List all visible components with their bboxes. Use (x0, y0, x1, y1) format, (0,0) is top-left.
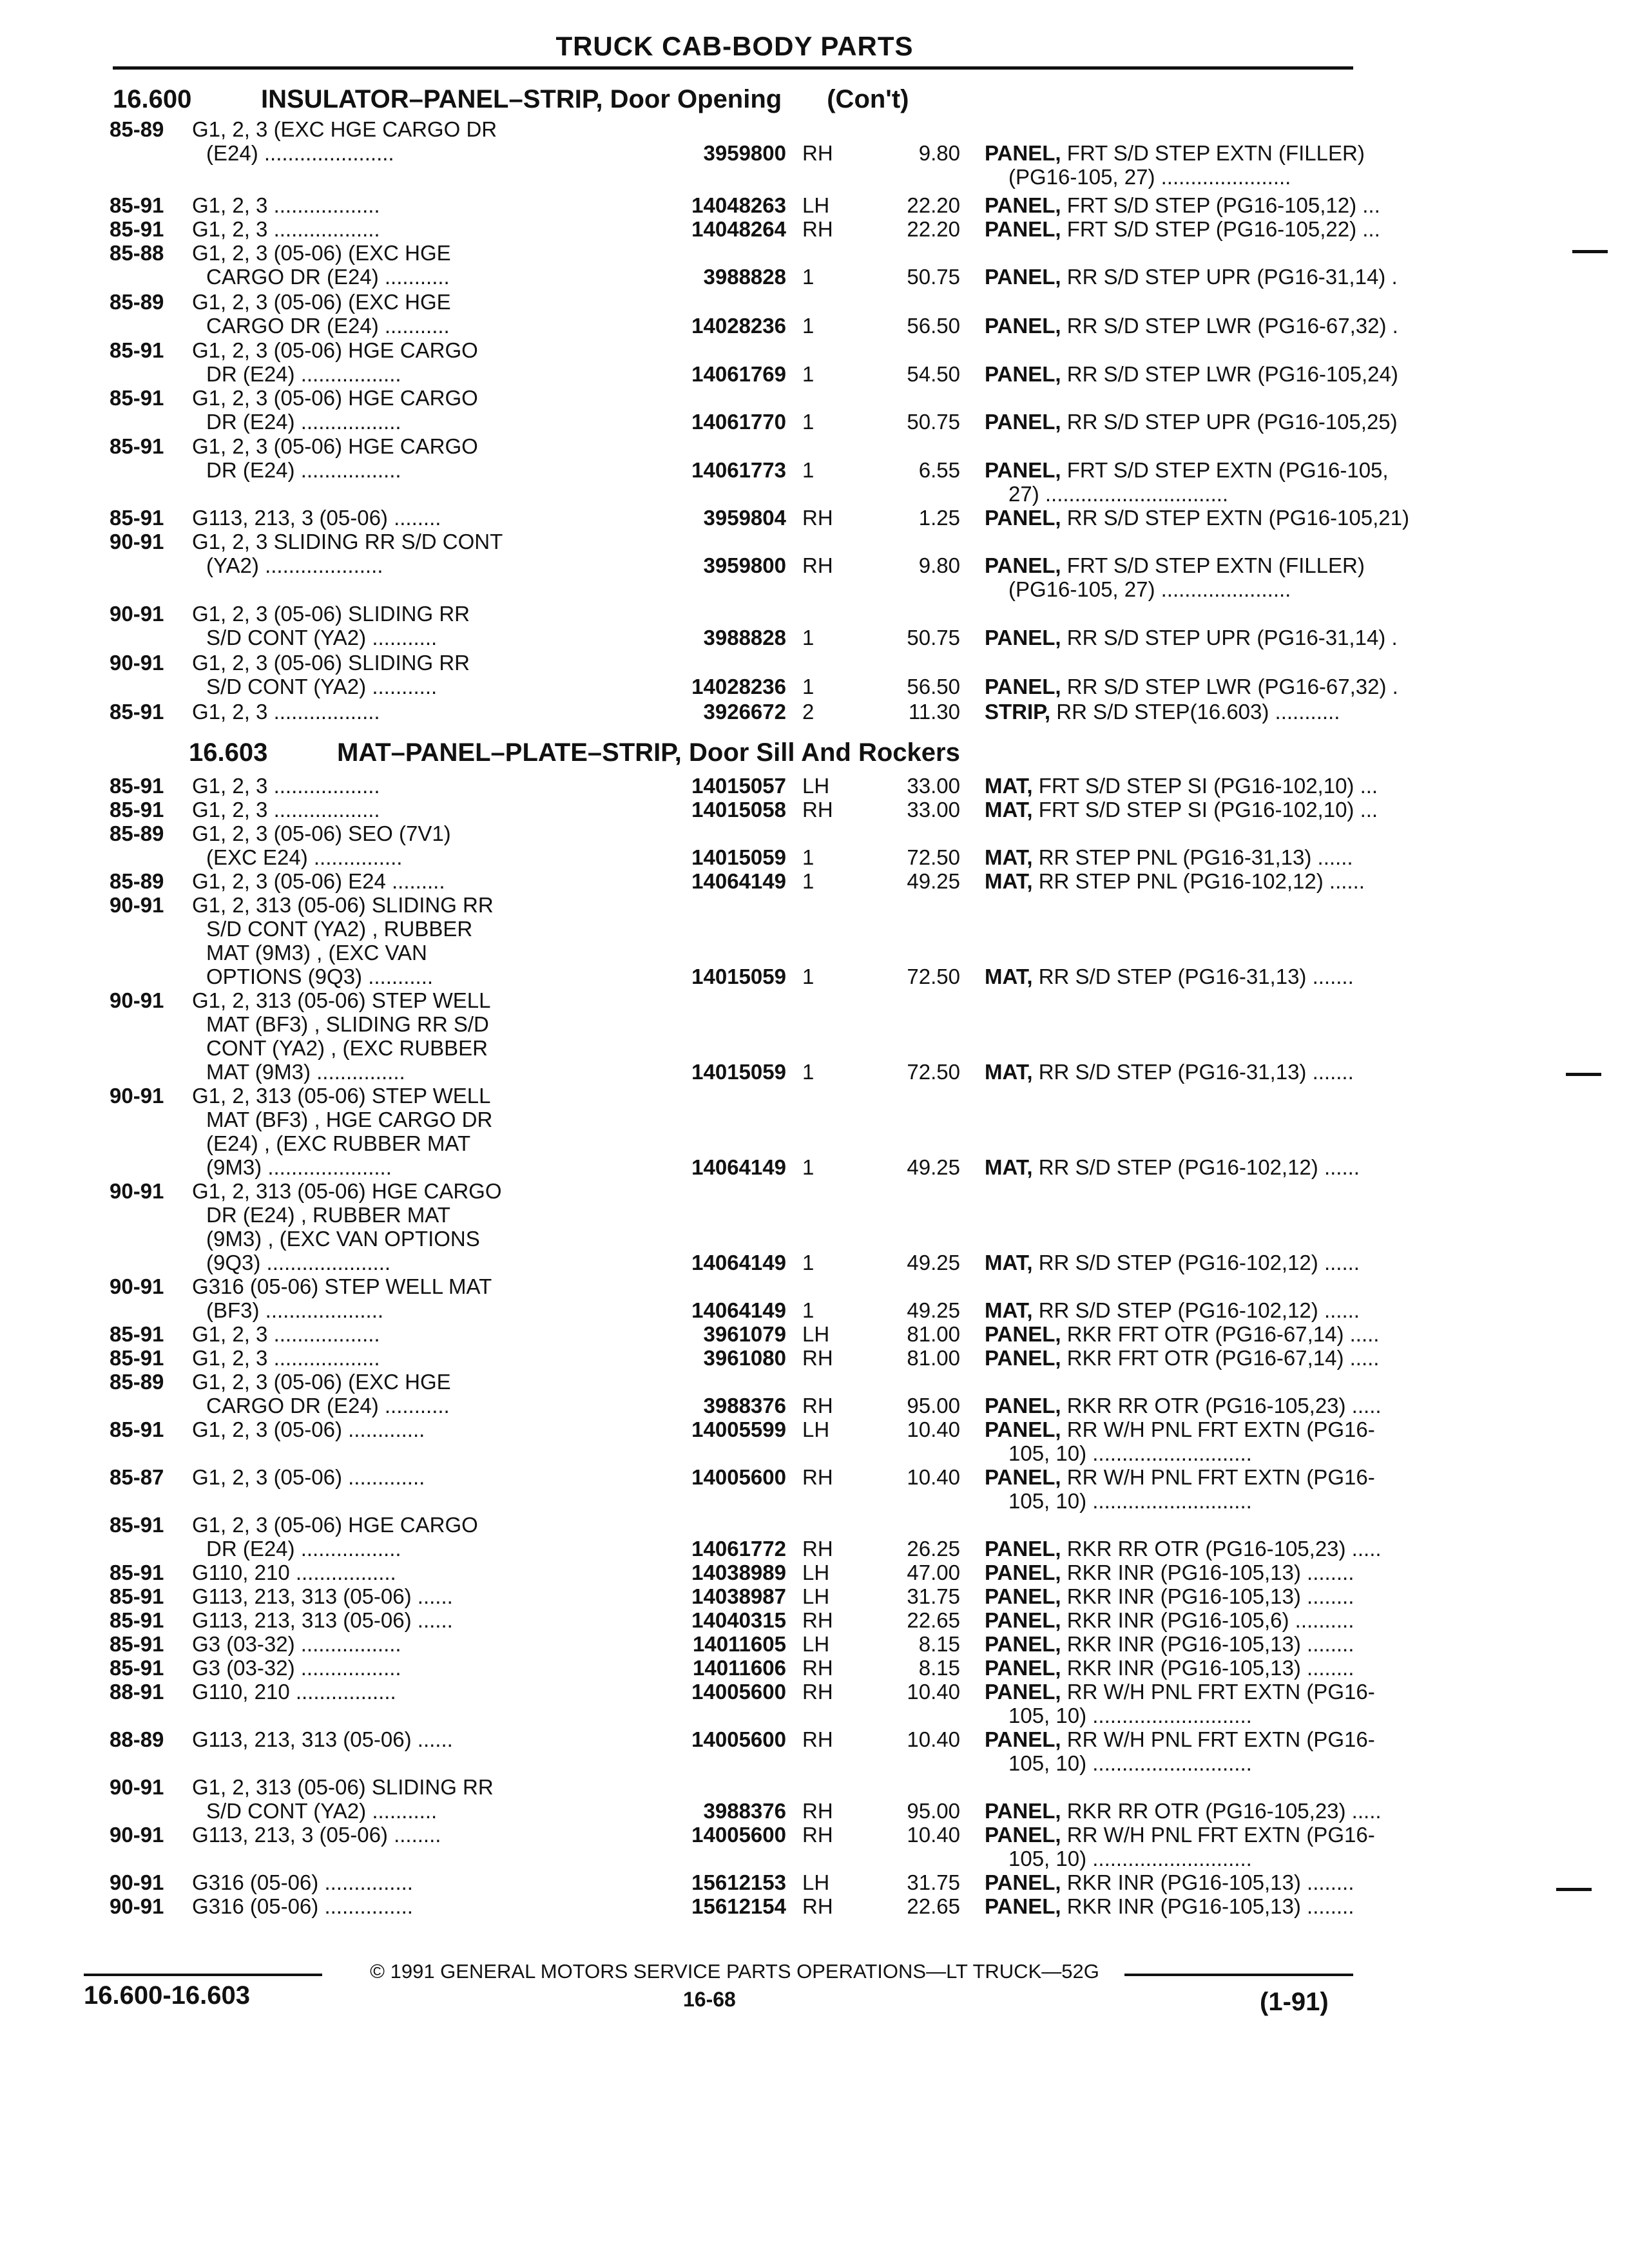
application: G3 (03-32) ................. (192, 1656, 401, 1680)
part-number: 14061770 (691, 410, 786, 434)
application: CONT (YA2) , (EXC RUBBER (206, 1036, 488, 1060)
part-number: 14061773 (691, 458, 786, 482)
application: S/D CONT (YA2) ........... (206, 675, 438, 698)
years: 85-91 (110, 1322, 164, 1346)
part-number: 14015057 (691, 774, 786, 798)
description: PANEL, RR W/H PNL FRT EXTN (PG16- (985, 1727, 1375, 1751)
years: 88-91 (110, 1680, 164, 1704)
years: 90-91 (110, 893, 164, 917)
price: 56.50 (907, 675, 960, 698)
quantity: 1 (802, 1298, 815, 1322)
page-title: TRUCK CAB-BODY PARTS (555, 31, 914, 61)
application: G1, 2, 3 .................. (192, 700, 380, 724)
price: 49.25 (907, 1298, 960, 1322)
part-number: 3961079 (703, 1322, 786, 1346)
description: PANEL, RKR INR (PG16-105,13) ........ (985, 1584, 1354, 1608)
description: PANEL, FRT S/D STEP EXTN (PG16-105, (985, 458, 1389, 482)
price: 81.00 (907, 1322, 960, 1346)
application: G316 (05-06) ............... (192, 1894, 413, 1918)
description: PANEL, RKR RR OTR (PG16-105,23) ..... (985, 1799, 1382, 1823)
application: G1, 2, 3 .................. (192, 217, 380, 241)
price: 72.50 (907, 965, 960, 988)
price: 22.20 (907, 217, 960, 241)
years: 85-91 (110, 798, 164, 822)
quantity: 1 (802, 265, 815, 289)
description: 27) ............................... (1008, 482, 1229, 506)
price: 11.30 (908, 700, 960, 724)
years: 85-91 (110, 1418, 164, 1441)
price: 49.25 (907, 1155, 960, 1179)
quantity: RH (802, 1680, 833, 1704)
application: (9M3) , (EXC VAN OPTIONS (206, 1227, 480, 1251)
footer-copyright: © 1991 GENERAL MOTORS SERVICE PARTS OPERATIONS—LT TRUCK—52G (370, 1960, 1099, 1983)
description: STRIP, RR S/D STEP(16.603) ........... (985, 700, 1340, 724)
quantity: 1 (802, 1155, 815, 1179)
application: G1, 2, 313 (05-06) SLIDING RR (192, 893, 494, 917)
description: PANEL, RKR INR (PG16-105,13) ........ (985, 1656, 1354, 1680)
quantity: RH (802, 1656, 833, 1680)
description: PANEL, RR W/H PNL FRT EXTN (PG16- (985, 1465, 1375, 1489)
description: MAT, RR S/D STEP (PG16-102,12) ...... (985, 1251, 1360, 1274)
part-number: 3926672 (703, 700, 786, 724)
application: G1, 2, 313 (05-06) SLIDING RR (192, 1775, 494, 1799)
price: 22.65 (907, 1894, 960, 1918)
quantity: RH (802, 1346, 833, 1370)
application: (9M3) ..................... (206, 1155, 392, 1179)
part-number: 3988376 (703, 1394, 786, 1418)
years: 85-91 (110, 434, 164, 458)
price: 31.75 (907, 1584, 960, 1608)
quantity: RH (802, 1823, 833, 1847)
application: G1, 2, 3 (05-06) ............. (192, 1418, 425, 1441)
description: (PG16-105, 27) ...................... (1008, 577, 1291, 601)
quantity: 1 (802, 1251, 815, 1274)
application: CARGO DR (E24) ........... (206, 265, 450, 289)
application: G1, 2, 3 (05-06) SEO (7V1) (192, 822, 451, 845)
years: 85-91 (110, 506, 164, 530)
margin-tick (1566, 1073, 1601, 1076)
price: 95.00 (907, 1799, 960, 1823)
part-number: 14038989 (691, 1561, 786, 1584)
years: 90-91 (110, 988, 164, 1012)
application: S/D CONT (YA2) , RUBBER (206, 917, 473, 941)
price: 33.00 (907, 774, 960, 798)
years: 90-91 (110, 1775, 164, 1799)
application: G1, 2, 3 .................. (192, 774, 380, 798)
years: 85-89 (110, 1370, 164, 1394)
description: PANEL, RR S/D STEP LWR (PG16-67,32) . (985, 675, 1398, 698)
quantity: 1 (802, 845, 815, 869)
quantity: RH (802, 1608, 833, 1632)
price: 50.75 (907, 626, 960, 649)
years: 90-91 (110, 1823, 164, 1847)
application: G1, 2, 3 (05-06) HGE CARGO (192, 338, 478, 362)
part-number: 14061772 (691, 1537, 786, 1561)
description: (PG16-105, 27) ...................... (1008, 165, 1291, 189)
part-number: 14028236 (691, 675, 786, 698)
application: G1, 2, 3 (05-06) SLIDING RR (192, 651, 470, 675)
part-number: 3959800 (703, 553, 786, 577)
application: OPTIONS (9Q3) ........... (206, 965, 434, 988)
application: G1, 2, 3 .................. (192, 798, 380, 822)
years: 85-91 (110, 700, 164, 724)
quantity: RH (802, 553, 833, 577)
years: 90-91 (110, 1179, 164, 1203)
quantity: 1 (802, 1060, 815, 1084)
description: 105, 10) ........................... (1008, 1489, 1252, 1513)
application: G1, 2, 3 (05-06) (EXC HGE (192, 1370, 451, 1394)
quantity: LH (802, 774, 830, 798)
application: G110, 210 ................. (192, 1561, 396, 1584)
application: G1, 2, 3 (05-06) SLIDING RR (192, 602, 470, 626)
application: DR (E24) , RUBBER MAT (206, 1203, 450, 1227)
years: 85-87 (110, 1465, 164, 1489)
quantity: RH (802, 506, 833, 530)
part-number: 3959800 (703, 141, 786, 165)
quantity: LH (802, 1870, 830, 1894)
years: 85-91 (110, 386, 164, 410)
description: MAT, FRT S/D STEP SI (PG16-102,10) ... (985, 774, 1378, 798)
application: G113, 213, 313 (05-06) ...... (192, 1584, 453, 1608)
price: 10.40 (907, 1465, 960, 1489)
application: S/D CONT (YA2) ........... (206, 1799, 438, 1823)
section-title: INSULATOR–PANEL–STRIP, Door Opening (261, 85, 782, 113)
description: MAT, RR S/D STEP (PG16-31,13) ....... (985, 1060, 1354, 1084)
part-number: 3988376 (703, 1799, 786, 1823)
quantity: 1 (802, 410, 815, 434)
application: (E24) , (EXC RUBBER MAT (206, 1131, 471, 1155)
application: G1, 2, 313 (05-06) STEP WELL (192, 988, 491, 1012)
application: G316 (05-06) ............... (192, 1870, 413, 1894)
quantity: 1 (802, 626, 815, 649)
years: 88-89 (110, 1727, 164, 1751)
application: G316 (05-06) STEP WELL MAT (192, 1274, 492, 1298)
application: G113, 213, 313 (05-06) ...... (192, 1727, 453, 1751)
description: PANEL, RR S/D STEP LWR (PG16-105,24) (985, 362, 1398, 386)
quantity: RH (802, 141, 833, 165)
application: MAT (9M3) , (EXC VAN (206, 941, 427, 965)
top-rule (113, 66, 1353, 70)
part-number: 14015058 (691, 798, 786, 822)
part-number: 3961080 (703, 1346, 786, 1370)
quantity: RH (802, 798, 833, 822)
quantity: RH (802, 1394, 833, 1418)
price: 22.65 (907, 1608, 960, 1632)
part-number: 14015059 (691, 845, 786, 869)
application: (YA2) .................... (206, 553, 383, 577)
years: 85-89 (110, 290, 164, 314)
part-number: 14064149 (691, 1298, 786, 1322)
application: G1, 2, 3 (05-06) (EXC HGE (192, 241, 451, 265)
price: 10.40 (907, 1727, 960, 1751)
price: 26.25 (907, 1537, 960, 1561)
price: 9.80 (918, 141, 960, 165)
description: PANEL, RR W/H PNL FRT EXTN (PG16- (985, 1823, 1375, 1847)
description: PANEL, RR S/D STEP EXTN (PG16-105,21) (985, 506, 1409, 530)
price: 9.80 (918, 553, 960, 577)
part-number: 14005599 (691, 1418, 786, 1441)
quantity: 1 (802, 362, 815, 386)
quantity: LH (802, 1561, 830, 1584)
application: MAT (BF3) , SLIDING RR S/D (206, 1012, 489, 1036)
part-number: 14011606 (692, 1656, 786, 1680)
section-title: MAT–PANEL–PLATE–STRIP, Door Sill And Rockers (337, 738, 960, 767)
price: 10.40 (907, 1823, 960, 1847)
application: (9Q3) ..................... (206, 1251, 391, 1274)
application: G113, 213, 3 (05-06) ........ (192, 506, 441, 530)
description: 105, 10) ........................... (1008, 1441, 1252, 1465)
quantity: 1 (802, 675, 815, 698)
application: G1, 2, 3 (05-06) ............. (192, 1465, 425, 1489)
quantity: RH (802, 1894, 833, 1918)
part-number: 14064149 (691, 1155, 786, 1179)
description: PANEL, RKR INR (PG16-105,6) .......... (985, 1608, 1354, 1632)
description: PANEL, RKR INR (PG16-105,13) ........ (985, 1561, 1354, 1584)
description: 105, 10) ........................... (1008, 1704, 1252, 1727)
description: PANEL, RKR INR (PG16-105,13) ........ (985, 1632, 1354, 1656)
part-number: 14064149 (691, 1251, 786, 1274)
section-heading-16-603 (189, 738, 960, 767)
quantity: RH (802, 1727, 833, 1751)
description: PANEL, RR S/D STEP UPR (PG16-105,25) (985, 410, 1398, 434)
price: 8.15 (918, 1656, 960, 1680)
quantity: 1 (802, 314, 815, 338)
application: (EXC E24) ............... (206, 845, 403, 869)
price: 81.00 (907, 1346, 960, 1370)
price: 31.75 (907, 1870, 960, 1894)
section-heading-16-600 (113, 85, 909, 114)
description: PANEL, FRT S/D STEP (PG16-105,22) ... (985, 217, 1380, 241)
footer-page-number: 16-68 (683, 1988, 736, 2011)
price: 95.00 (907, 1394, 960, 1418)
section-number: 16.603 (189, 738, 268, 767)
part-number: 14064149 (691, 869, 786, 893)
description: MAT, RR S/D STEP (PG16-102,12) ...... (985, 1298, 1360, 1322)
application: (BF3) .................... (206, 1298, 384, 1322)
quantity: RH (802, 1799, 833, 1823)
part-number: 14015059 (691, 965, 786, 988)
application: S/D CONT (YA2) ........... (206, 626, 438, 649)
years: 85-91 (110, 1346, 164, 1370)
part-number: 14015059 (691, 1060, 786, 1084)
description: MAT, FRT S/D STEP SI (PG16-102,10) ... (985, 798, 1378, 822)
application: MAT (9M3) ............... (206, 1060, 405, 1084)
application: G1, 2, 313 (05-06) STEP WELL (192, 1084, 491, 1108)
years: 85-91 (110, 774, 164, 798)
application: G1, 2, 3 (05-06) HGE CARGO (192, 434, 478, 458)
years: 90-91 (110, 1084, 164, 1108)
quantity: LH (802, 193, 830, 217)
part-number: 14028236 (691, 314, 786, 338)
years: 85-91 (110, 1608, 164, 1632)
description: PANEL, RR S/D STEP LWR (PG16-67,32) . (985, 314, 1398, 338)
part-number: 15612154 (691, 1894, 786, 1918)
footer-section-range: 16.600-16.603 (84, 1981, 251, 2010)
part-number: 3959804 (703, 506, 786, 530)
description: PANEL, RKR RR OTR (PG16-105,23) ..... (985, 1537, 1382, 1561)
price: 72.50 (907, 1060, 960, 1084)
price: 49.25 (907, 1251, 960, 1274)
application: G1, 2, 3 (05-06) E24 ......... (192, 869, 445, 893)
description: MAT, RR S/D STEP (PG16-31,13) ....... (985, 965, 1354, 988)
part-number: 14005600 (691, 1727, 786, 1751)
margin-tick (1556, 1888, 1592, 1891)
part-number: 14005600 (691, 1823, 786, 1847)
years: 85-91 (110, 1513, 164, 1537)
years: 90-91 (110, 1274, 164, 1298)
price: 49.25 (907, 869, 960, 893)
application: G3 (03-32) ................. (192, 1632, 401, 1656)
application: G1, 2, 3 (EXC HGE CARGO DR (192, 117, 497, 141)
description: PANEL, FRT S/D STEP EXTN (FILLER) (985, 553, 1365, 577)
application: G1, 2, 3 .................. (192, 193, 380, 217)
application: DR (E24) ................. (206, 1537, 401, 1561)
years: 90-91 (110, 602, 164, 626)
application: DR (E24) ................. (206, 410, 401, 434)
price: 47.00 (907, 1561, 960, 1584)
section-number: 16.600 (113, 85, 192, 113)
price: 50.75 (907, 265, 960, 289)
application: G1, 2, 313 (05-06) HGE CARGO (192, 1179, 502, 1203)
description: MAT, RR STEP PNL (PG16-102,12) ...... (985, 869, 1365, 893)
description: PANEL, FRT S/D STEP EXTN (FILLER) (985, 141, 1365, 165)
years: 85-89 (110, 822, 164, 845)
years: 85-91 (110, 338, 164, 362)
years: 85-91 (110, 193, 164, 217)
description: PANEL, RR S/D STEP UPR (PG16-31,14) . (985, 265, 1398, 289)
quantity: LH (802, 1418, 830, 1441)
footer-revision-date: (1-91) (1260, 1988, 1329, 2016)
description: PANEL, FRT S/D STEP (PG16-105,12) ... (985, 193, 1380, 217)
application: G1, 2, 3 SLIDING RR S/D CONT (192, 530, 503, 553)
price: 6.55 (918, 458, 960, 482)
years: 90-91 (110, 651, 164, 675)
description: MAT, RR S/D STEP (PG16-102,12) ...... (985, 1155, 1360, 1179)
part-number: 14005600 (691, 1680, 786, 1704)
price: 10.40 (907, 1680, 960, 1704)
description: PANEL, RR W/H PNL FRT EXTN (PG16- (985, 1418, 1375, 1441)
quantity: LH (802, 1632, 830, 1656)
application: CARGO DR (E24) ........... (206, 314, 450, 338)
description: PANEL, RKR INR (PG16-105,13) ........ (985, 1870, 1354, 1894)
description: PANEL, RR W/H PNL FRT EXTN (PG16- (985, 1680, 1375, 1704)
years: 85-91 (110, 1584, 164, 1608)
application: G1, 2, 3 (05-06) (EXC HGE (192, 290, 451, 314)
quantity: RH (802, 1465, 833, 1489)
description: 105, 10) ........................... (1008, 1847, 1252, 1870)
years: 85-91 (110, 1632, 164, 1656)
price: 8.15 (918, 1632, 960, 1656)
years: 85-88 (110, 241, 164, 265)
application: DR (E24) ................. (206, 362, 401, 386)
years: 85-91 (110, 1656, 164, 1680)
margin-tick (1572, 250, 1608, 253)
quantity: LH (802, 1584, 830, 1608)
description: MAT, RR STEP PNL (PG16-31,13) ...... (985, 845, 1353, 869)
section-continued-label: (Con't) (827, 85, 909, 113)
years: 90-91 (110, 1894, 164, 1918)
application: G1, 2, 3 .................. (192, 1322, 380, 1346)
price: 50.75 (907, 410, 960, 434)
part-number: 3988828 (703, 265, 786, 289)
quantity: RH (802, 1537, 833, 1561)
part-number: 14011605 (692, 1632, 786, 1656)
years: 90-91 (110, 1870, 164, 1894)
description: PANEL, RKR FRT OTR (PG16-67,14) ..... (985, 1346, 1380, 1370)
part-number: 14038987 (691, 1584, 786, 1608)
years: 85-91 (110, 1561, 164, 1584)
application: G110, 210 ................. (192, 1680, 396, 1704)
quantity: 1 (802, 869, 815, 893)
application: (E24) ...................... (206, 141, 394, 165)
description: PANEL, RKR FRT OTR (PG16-67,14) ..... (985, 1322, 1380, 1346)
part-number: 14005600 (691, 1465, 786, 1489)
price: 33.00 (907, 798, 960, 822)
part-number: 3988828 (703, 626, 786, 649)
quantity: RH (802, 217, 833, 241)
quantity: 2 (802, 700, 815, 724)
years: 90-91 (110, 530, 164, 553)
price: 56.50 (907, 314, 960, 338)
description: 105, 10) ........................... (1008, 1751, 1252, 1775)
years: 85-91 (110, 217, 164, 241)
part-number: 14061769 (691, 362, 786, 386)
price: 72.50 (907, 845, 960, 869)
application: G1, 2, 3 (05-06) HGE CARGO (192, 1513, 478, 1537)
application: G1, 2, 3 .................. (192, 1346, 380, 1370)
description: PANEL, RKR RR OTR (PG16-105,23) ..... (985, 1394, 1382, 1418)
quantity: 1 (802, 965, 815, 988)
description: PANEL, RR S/D STEP UPR (PG16-31,14) . (985, 626, 1398, 649)
price: 22.20 (907, 193, 960, 217)
application: G113, 213, 3 (05-06) ........ (192, 1823, 441, 1847)
application: G113, 213, 313 (05-06) ...... (192, 1608, 453, 1632)
part-number: 14048264 (691, 217, 786, 241)
application: MAT (BF3) , HGE CARGO DR (206, 1108, 493, 1131)
price: 1.25 (918, 506, 960, 530)
part-number: 14048263 (691, 193, 786, 217)
part-number: 15612153 (691, 1870, 786, 1894)
application: DR (E24) ................. (206, 458, 401, 482)
application: CARGO DR (E24) ........... (206, 1394, 450, 1418)
quantity: LH (802, 1322, 830, 1346)
application: G1, 2, 3 (05-06) HGE CARGO (192, 386, 478, 410)
price: 54.50 (907, 362, 960, 386)
part-number: 14040315 (691, 1608, 786, 1632)
years: 85-89 (110, 117, 164, 141)
price: 10.40 (907, 1418, 960, 1441)
description: PANEL, RKR INR (PG16-105,13) ........ (985, 1894, 1354, 1918)
years: 85-89 (110, 869, 164, 893)
quantity: 1 (802, 458, 815, 482)
